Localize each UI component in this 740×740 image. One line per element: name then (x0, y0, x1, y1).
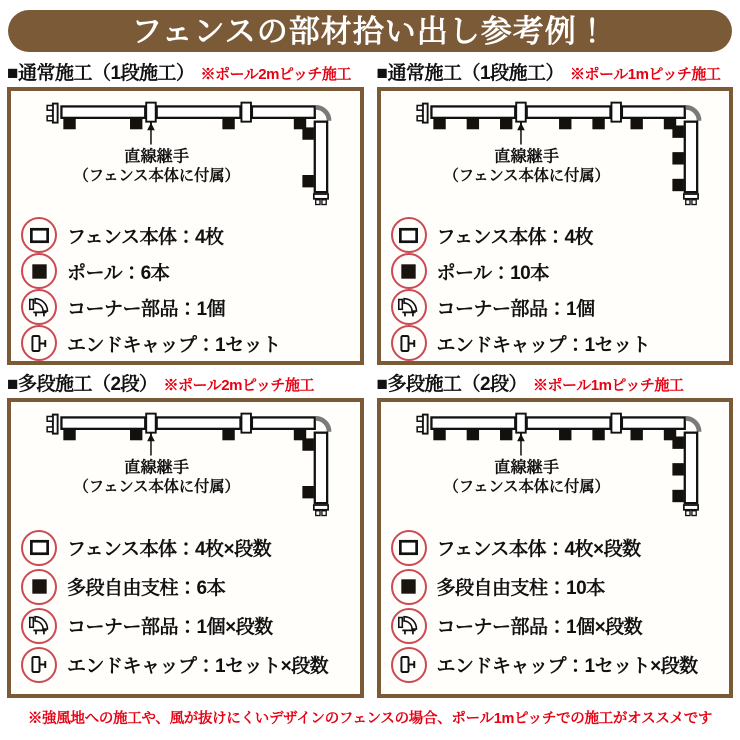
part-label: ポール：6本 (67, 262, 170, 284)
parts-list (19, 215, 352, 365)
fence-rail-segment (157, 106, 241, 117)
end-cap-icon (391, 325, 427, 361)
joint-label-line1: 直線継手 (493, 147, 559, 166)
fence-panel-icon (391, 217, 427, 253)
part-label: コーナー部品：1個×段数 (436, 617, 643, 638)
joint-arrow (147, 434, 155, 456)
joint-label-line1: 直線継手 (124, 147, 190, 166)
part-row-endcap (391, 325, 722, 361)
part-label: フェンス本体：4枚×段数 (436, 539, 641, 560)
panel-box (377, 398, 734, 698)
pole-square (672, 179, 683, 191)
pole-square (672, 490, 683, 502)
part-label: エンドキャップ：1セット×段数 (67, 656, 329, 677)
pole-square (466, 429, 478, 440)
footer-recommendation-note: ※強風地への施工や、風が抜けにくいデザインのフェンスの場合、ポール1mピッチでの施工がオススメです (27, 711, 713, 727)
fence-rail-segment (431, 106, 515, 117)
part-row-fence-panel (391, 217, 722, 253)
fence-rail-segment (61, 106, 145, 117)
corner-part-icon (391, 289, 427, 325)
part-row-endcap (391, 647, 722, 683)
pole-square (222, 118, 234, 129)
part-row-corner (391, 289, 722, 325)
page-title: フェンスの部材拾い出し参考例！ (131, 13, 609, 49)
pole-square (592, 429, 604, 440)
end-cap-icon (391, 647, 427, 683)
fence-rail-segment (252, 106, 315, 117)
joint-label-line1: 直線継手 (493, 458, 559, 477)
straight-joint-connector (241, 414, 251, 433)
panel-pitch-note: ※ポール2mピッチ施工 (163, 377, 314, 394)
part-label: エンドキャップ：1セット×段数 (436, 656, 698, 677)
pole-square (466, 118, 478, 129)
panel-multi-1m (377, 365, 734, 698)
pole-square (433, 118, 445, 129)
pole-square (672, 152, 683, 164)
part-row-fence-panel (391, 530, 722, 566)
fence-rail-segment (684, 433, 696, 503)
fence-layout-diagram (19, 95, 352, 215)
part-label: フェンス本体：4枚×段数 (67, 539, 272, 560)
panel-box (7, 87, 364, 365)
fence-rail-segment (621, 417, 684, 428)
pole-icon (21, 569, 57, 605)
title-banner (8, 10, 732, 52)
panel-header (377, 369, 734, 396)
end-cap (417, 415, 427, 434)
fence-layout-diagram (389, 406, 722, 526)
corner-connector (316, 107, 329, 120)
pole-icon (391, 253, 427, 289)
part-row-pole (391, 569, 722, 605)
panel-pitch-note: ※ポール2mピッチ施工 (200, 66, 351, 83)
parts-list (19, 526, 352, 688)
end-cap (683, 505, 697, 515)
fence-diagram-svg (389, 406, 722, 526)
fence-layout-diagram (389, 95, 722, 215)
panel-box (377, 87, 734, 365)
fence-panel-icon (21, 217, 57, 253)
pole-square (63, 429, 75, 440)
end-cap-icon (21, 325, 57, 361)
straight-joint-connector (241, 103, 251, 122)
panel-normal-2m (7, 54, 364, 365)
part-label: コーナー部品：1個 (436, 298, 595, 320)
panel-pitch-note: ※ポール1mピッチ施工 (570, 66, 721, 83)
part-label: フェンス本体：4枚 (67, 226, 224, 248)
part-row-pole (21, 253, 352, 289)
panel-title: ■多段施工（2段） (7, 374, 158, 395)
end-cap (314, 505, 328, 515)
parts-list (389, 526, 722, 688)
end-cap (47, 104, 57, 123)
part-row-corner (21, 608, 352, 644)
joint-arrow (517, 123, 525, 145)
pole-icon (391, 569, 427, 605)
straight-joint-connector (611, 103, 621, 122)
fence-rail-segment (157, 417, 241, 428)
part-row-endcap (21, 647, 352, 683)
joint-label-line2: （フェンス本体に付属） (443, 167, 610, 185)
fence-rail-segment (621, 106, 684, 117)
end-cap (417, 104, 427, 123)
joint-arrow (147, 123, 155, 145)
part-row-fence-panel (21, 217, 352, 253)
part-row-corner (21, 289, 352, 325)
panel-header (7, 369, 364, 396)
fence-diagram-svg (389, 95, 722, 215)
pole-square (559, 118, 571, 129)
end-cap (47, 415, 57, 434)
part-label: 多段自由支柱：6本 (67, 578, 226, 599)
pole-square (302, 438, 313, 450)
pole-square (672, 463, 683, 475)
pole-square (500, 118, 512, 129)
panel-title: ■多段施工（2段） (376, 374, 528, 395)
fence-rail-segment (61, 417, 145, 428)
part-row-corner (391, 608, 722, 644)
pole-square (222, 429, 234, 440)
pole-square (672, 125, 683, 137)
pole-square (63, 118, 75, 129)
panel-title: ■通常施工（1段施工） (376, 63, 565, 84)
part-row-fence-panel (21, 530, 352, 566)
corner-part-icon (391, 608, 427, 644)
joint-label-line1: 直線継手 (124, 458, 190, 477)
fence-rail-segment (526, 417, 610, 428)
pole-square (500, 429, 512, 440)
end-cap (314, 194, 328, 204)
panel-pitch-note: ※ポール1mピッチ施工 (533, 377, 684, 394)
joint-label-line2: （フェンス本体に付属） (73, 167, 240, 185)
corner-part-icon (21, 608, 57, 644)
fence-rail-segment (526, 106, 610, 117)
fence-panel-icon (21, 530, 57, 566)
panel-grid (0, 54, 740, 698)
fence-diagram-svg (19, 95, 352, 215)
part-label: 多段自由支柱：10本 (436, 578, 605, 599)
end-cap-icon (21, 647, 57, 683)
pole-square (130, 429, 142, 440)
part-row-pole (391, 253, 722, 289)
end-cap (683, 194, 697, 204)
pole-square (302, 127, 313, 139)
joint-label-line2: （フェンス本体に付属） (443, 478, 610, 496)
panel-header (7, 58, 364, 85)
fence-diagram-svg (19, 406, 352, 526)
pole-square (630, 118, 642, 129)
pole-square (672, 436, 683, 448)
fence-panel-icon (391, 530, 427, 566)
part-label: エンドキャップ：1セット (67, 334, 281, 356)
part-row-pole (21, 569, 352, 605)
pole-square (302, 175, 313, 187)
fence-rail-segment (431, 417, 515, 428)
part-label: ポール：10本 (436, 262, 549, 284)
pole-square (592, 118, 604, 129)
parts-list (389, 215, 722, 365)
fence-layout-diagram (19, 406, 352, 526)
joint-label-line2: （フェンス本体に付属） (73, 478, 240, 496)
fence-rail-segment (684, 122, 696, 192)
pole-square (302, 486, 313, 498)
straight-joint-connector (611, 414, 621, 433)
panel-normal-1m (377, 54, 734, 365)
fence-rail-segment (252, 417, 315, 428)
panel-header (377, 58, 734, 85)
pole-icon (21, 253, 57, 289)
joint-arrow (517, 434, 525, 456)
corner-connector (685, 107, 698, 120)
pole-square (433, 429, 445, 440)
part-label: コーナー部品：1個×段数 (67, 617, 273, 638)
fence-rail-segment (315, 433, 327, 503)
panel-multi-2m (7, 365, 364, 698)
part-label: エンドキャップ：1セット (436, 334, 651, 356)
fence-rail-segment (315, 122, 327, 192)
corner-part-icon (21, 289, 57, 325)
panel-title: ■通常施工（1段施工） (7, 63, 195, 84)
pole-square (559, 429, 571, 440)
pole-square (630, 429, 642, 440)
panel-box (7, 398, 364, 698)
part-label: コーナー部品：1個 (67, 298, 226, 320)
part-row-endcap (21, 325, 352, 361)
corner-connector (316, 418, 329, 431)
pole-square (130, 118, 142, 129)
part-label: フェンス本体：4枚 (436, 226, 594, 248)
corner-connector (685, 418, 698, 431)
